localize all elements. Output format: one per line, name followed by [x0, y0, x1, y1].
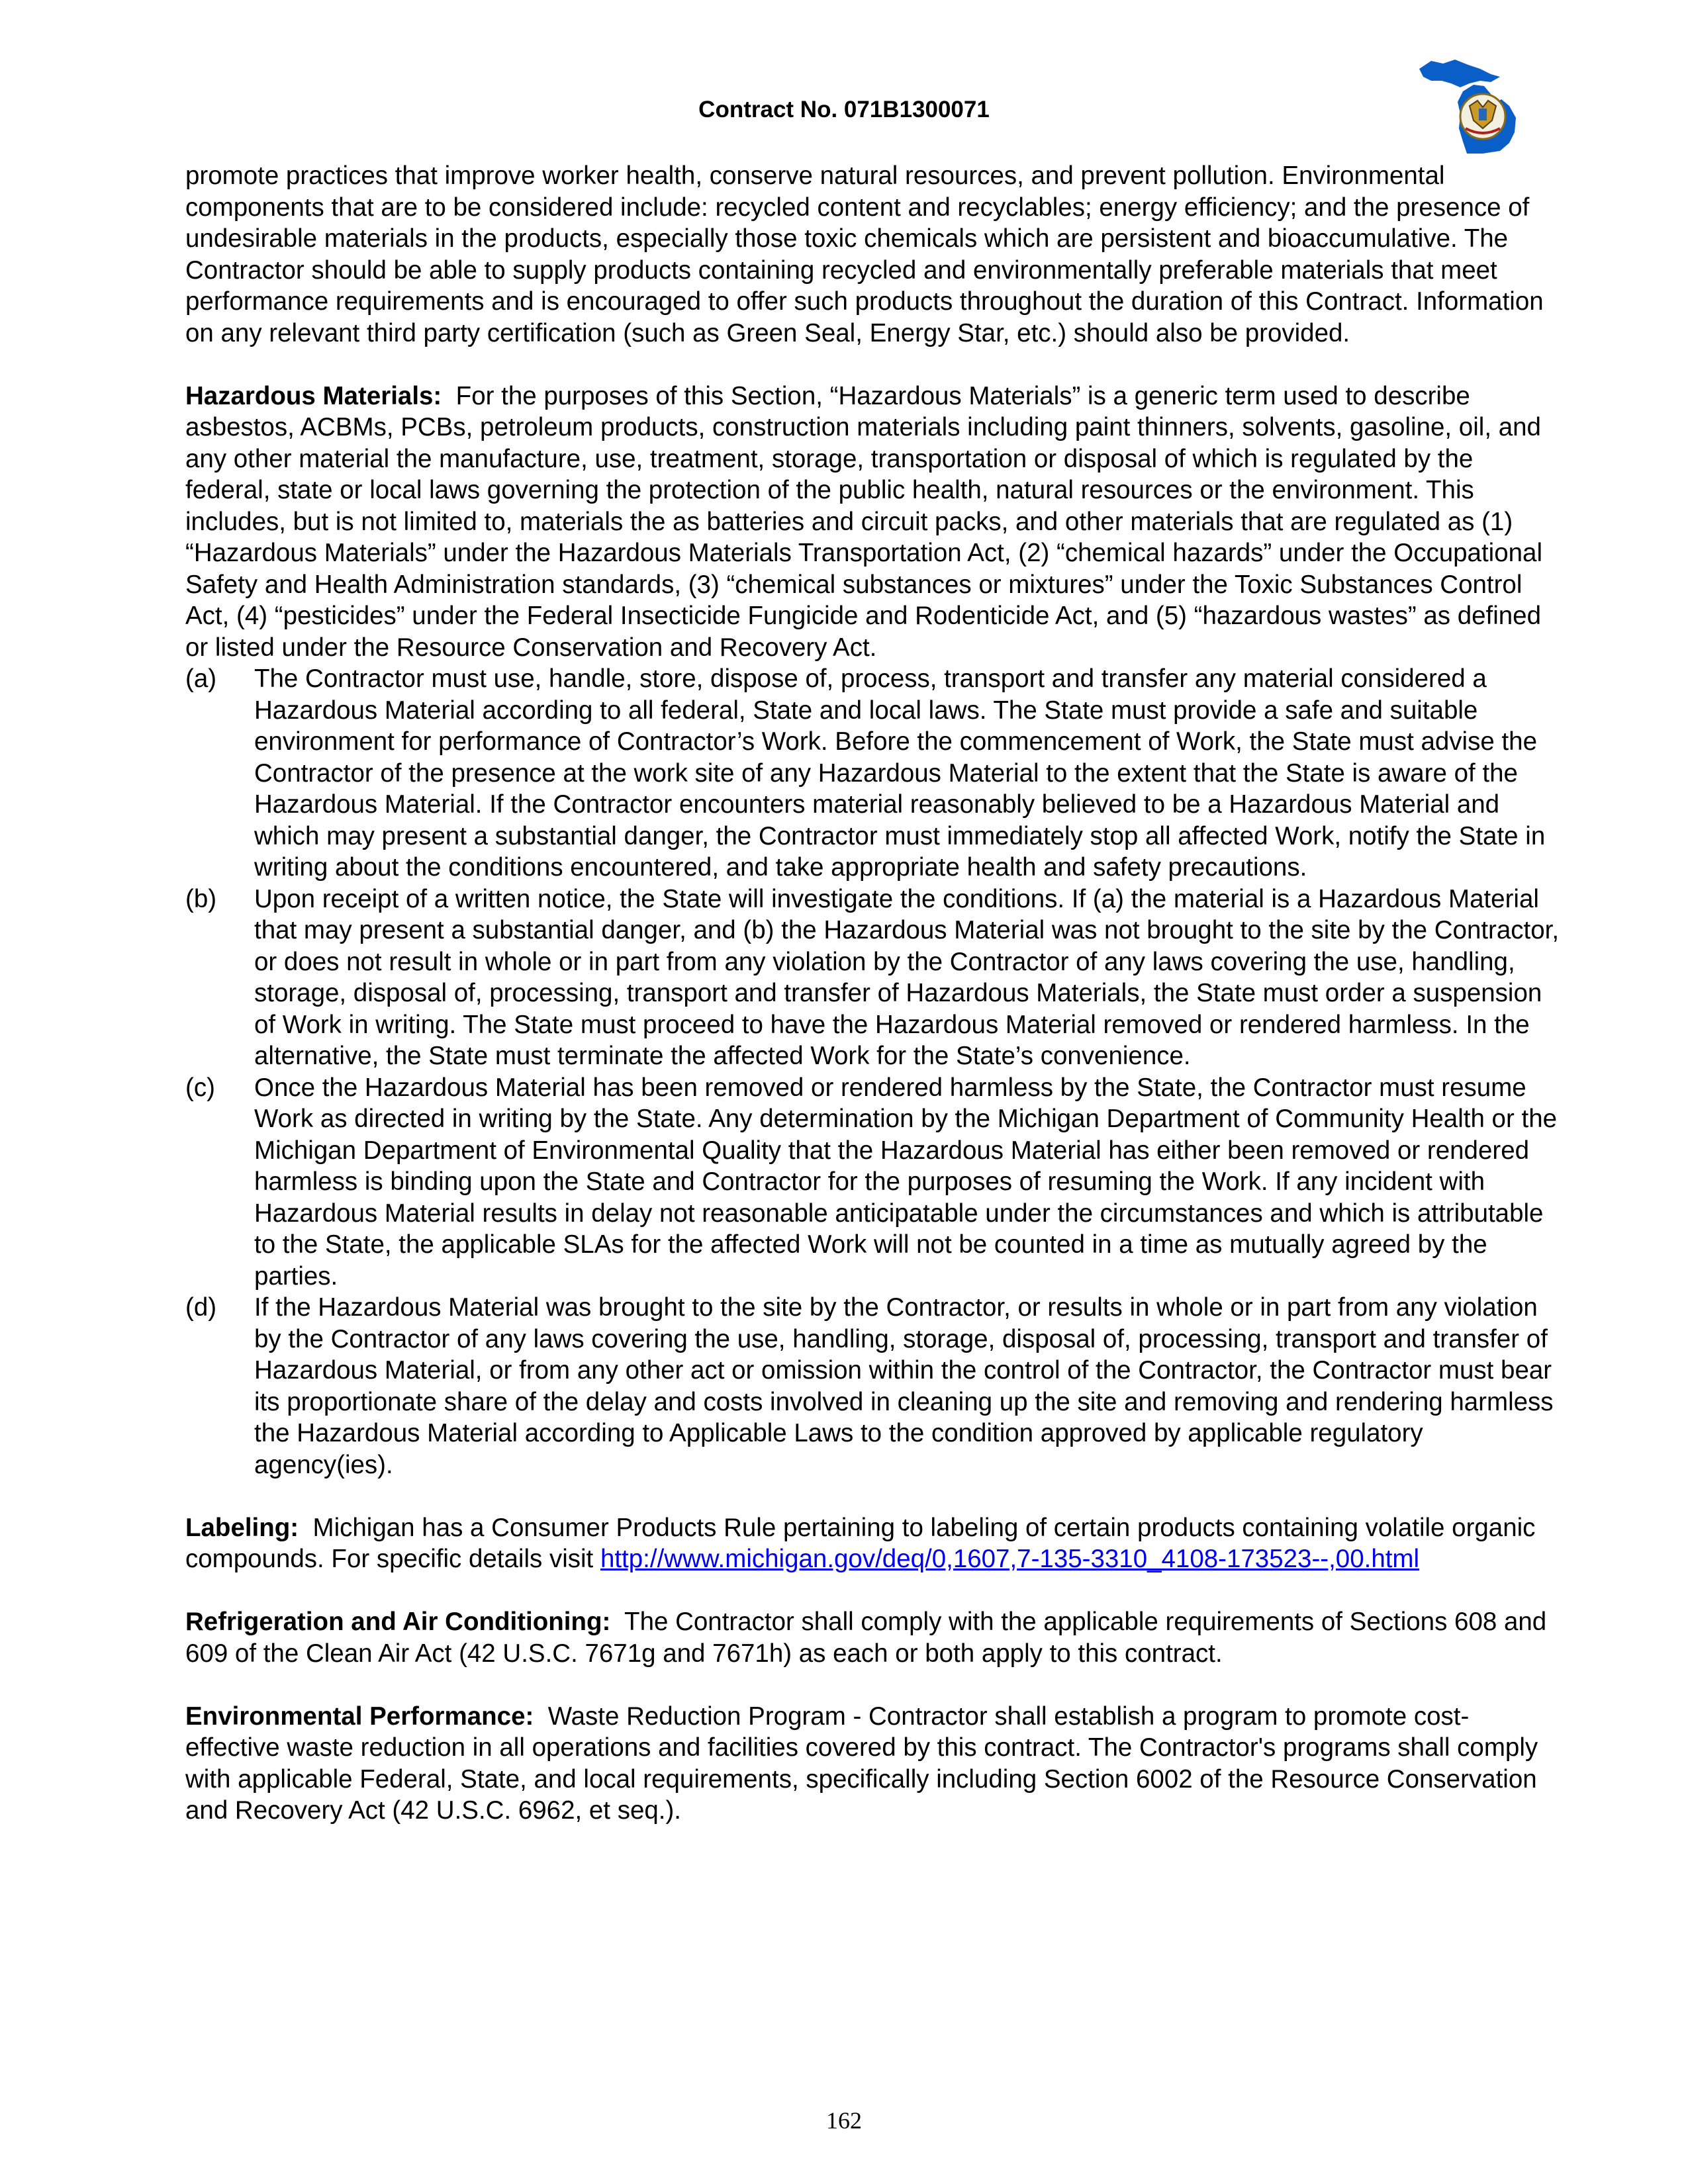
- environmental-performance-text: Waste Reduction Program - Contractor shall establish a program to promote cost-effective waste reduction in all operations and facilities covered by this contract. The Contractor's programs shall comply with applicable Federal, State, and local requirements, specifically including Section 6002 of the Resource Conservation and Recovery Act (42 U.S.C. 6962, et seq.).: [185, 1702, 1538, 1825]
- labeling-text: Michigan has a Consumer Products Rule pertaining to labeling of certain products containing volatile organic compounds. For specific details visit: [185, 1513, 1536, 1573]
- hazardous-materials-text: For the purposes of this Section, “Hazardous Materials” is a generic term used to describe asbestos, ACBMs, PCBs, petroleum products, construction materials including paint thinners, solvents, gasoline, oil, and any other material the manufacture, use, treatment, storage, transportation or disposal of which is regulated by the federal, state or local laws governing the protection of the public health, natural resources or the environment. This includes, but is not limited to, materials the as batteries and circuit packs, and other materials that are regulated as (1) “Hazardous Materials” under the Hazardous Materials Transportation Act, (2) “chemical hazards” under the Occupational Safety and Health Administration standards, (3) “chemical substances or mixtures” under the Toxic Substances Control Act, (4) “pesticides” under the Federal Insecticide Fungicide and Rodenticide Act, and (5) “hazardous wastes” as defined or listed under the Resource Conservation and Recovery Act.: [185, 381, 1543, 662]
- list-item: [185, 663, 1562, 884]
- list-item-text: The Contractor must use, handle, store, dispose of, process, transport and transfer any material considered a Hazardous Material according to all federal, State and local laws. The State must provide a safe and suitable environment for performance of Contractor’s Work. Before the commencement of Work, the State must advise the Contractor of the presence at the work site of any Hazardous Material to the extent that the State is aware of the Hazardous Material. If the Contractor encounters material reasonably believed to be a Hazardous Material and which may present a substantial danger, the Contractor must immediately stop all affected Work, notify the State in writing about the conditions encountered, and take appropriate health and safety precautions.: [254, 664, 1546, 882]
- environmental-performance-paragraph: [185, 1701, 1562, 1827]
- refrigeration-heading: Refrigeration and Air Conditioning:: [185, 1608, 611, 1636]
- labeling-paragraph: [185, 1512, 1562, 1575]
- refrigeration-paragraph: [185, 1606, 1562, 1669]
- refrigeration-text: The Contractor shall comply with the applicable requirements of Sections 608 and 609 of the Clean Air Act (42 U.S.C. 7671g and 7671h) as each or both apply to this contract.: [185, 1608, 1547, 1668]
- list-item-marker: (a): [185, 664, 217, 693]
- document-body: [185, 160, 1562, 1827]
- list-item-marker: (c): [185, 1073, 215, 1102]
- list-item: [185, 884, 1562, 1072]
- list-item-marker: (b): [185, 884, 217, 913]
- list-item: [185, 1292, 1562, 1480]
- labeling-heading: Labeling:: [185, 1513, 299, 1542]
- list-item-text: If the Hazardous Material was brought to the site by the Contractor, or results in whole or in part from any violation by the Contractor of any laws covering the use, handling, storage, disposal of, processing, transport and transfer of Hazardous Material, or from any other act or omission within the control of the Contractor, the Contractor must bear its proportionate share of the delay and costs involved in cleaning up the site and removing and rendering harmless the Hazardous Material according to Applicable Laws to the condition approved by applicable regulatory agency(ies).: [254, 1293, 1554, 1479]
- list-item-marker: (d): [185, 1293, 217, 1322]
- michigan-state-map-seal-icon: [1417, 54, 1536, 158]
- contract-number-header: Contract No. 071B1300071: [698, 97, 990, 122]
- hazardous-materials-heading: Hazardous Materials:: [185, 381, 442, 410]
- intro-paragraph: promote practices that improve worker health, conserve natural resources, and prevent pollution. Environmental components that are to be considered include: recycled content and recyclables; energy efficiency; and the presence of undesirable materials in the products, especially those toxic chemicals which are persistent and bioaccumulative. The Contractor should be able to supply products containing recycled and environmentally preferable materials that meet performance requirements and is encouraged to offer such products throughout the duration of this Contract. Information on any relevant third party certification (such as Green Seal, Energy Star, etc.) should also be provided.: [185, 161, 1544, 347]
- page-number: 162: [826, 2107, 862, 2134]
- list-item-text: Once the Hazardous Material has been removed or rendered harmless by the State, the Contractor must resume Work as directed in writing by the State. Any determination by the Michigan Department of Community Health or the Michigan Department of Environmental Quality that the Hazardous Material has either been removed or rendered harmless is binding upon the State and Contractor for the purposes of resuming the Work. If any incident with Hazardous Material results in delay not reasonable anticipatable under the circumstances and which is attributable to the State, the applicable SLAs for the affected Work will not be counted in a time as mutually agreed by the parties.: [254, 1073, 1558, 1291]
- environmental-performance-heading: Environmental Performance:: [185, 1702, 534, 1731]
- list-item-text: Upon receipt of a written notice, the State will investigate the conditions. If (a) the material is a Hazardous Material that may present a substantial danger, and (b) the Hazardous Material was not brought to the site by the Contractor, or does not result in whole or in part from any violation by the Contractor of any laws covering the use, handling, storage, disposal of, processing, transport and transfer of Hazardous Materials, the State must order a suspension of Work in writing. The State must proceed to have the Hazardous Material removed or rendered harmless. In the alternative, the State must terminate the affected Work for the State’s convenience.: [254, 884, 1560, 1070]
- deq-labeling-link[interactable]: http://www.michigan.gov/deq/0,1607,7-135-3310_4108-173523--,00.html: [600, 1545, 1420, 1573]
- list-item: [185, 1072, 1562, 1293]
- hazardous-materials-paragraph: [185, 381, 1562, 664]
